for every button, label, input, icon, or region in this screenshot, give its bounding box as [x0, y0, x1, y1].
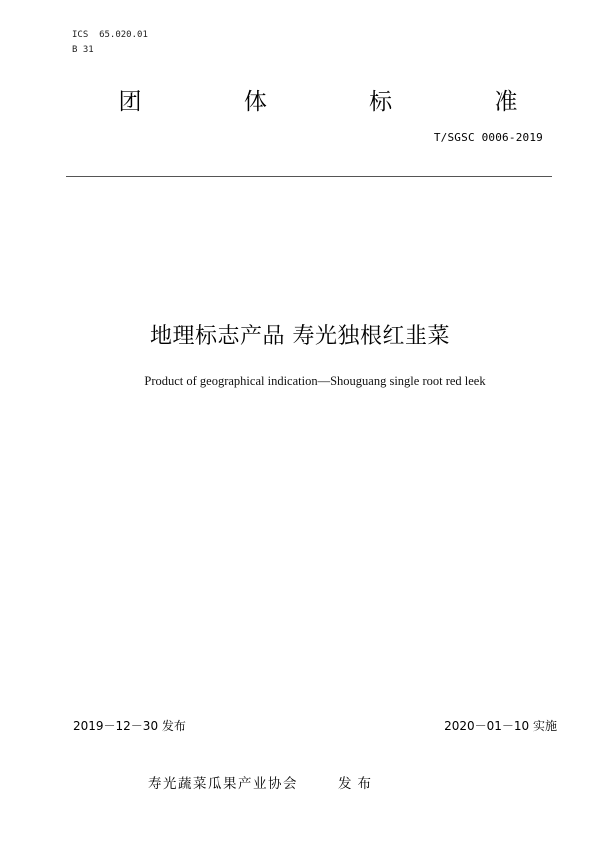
standard-type-char-4: 准 — [494, 89, 518, 115]
standard-type-char-1: 团 — [118, 89, 142, 115]
issuer-name: 寿光蔬菜瓜果产业协会 — [148, 776, 298, 792]
document-title-english: Product of geographical indication—Shouguang single root red leek — [144, 374, 486, 388]
issuer-line — [148, 772, 377, 792]
standard-code: T/SGSC 0006-2019 — [433, 131, 543, 144]
ics-code: ICS 65.020.01 — [72, 30, 148, 40]
classification-codes — [72, 28, 148, 58]
implementation-date: 2020－01－10 实施 — [444, 719, 557, 733]
ccs-code: B 31 — [72, 45, 94, 55]
issuer-action: 发布 — [338, 776, 377, 792]
standard-type-char-2: 体 — [243, 89, 267, 115]
document-title-chinese: 地理标志产品 寿光独根红韭菜 — [150, 324, 450, 349]
standard-type-heading — [118, 86, 518, 118]
header-divider — [66, 176, 552, 177]
standard-type-char-3: 标 — [369, 89, 393, 115]
issue-date: 2019－12－30 发布 — [73, 719, 186, 733]
